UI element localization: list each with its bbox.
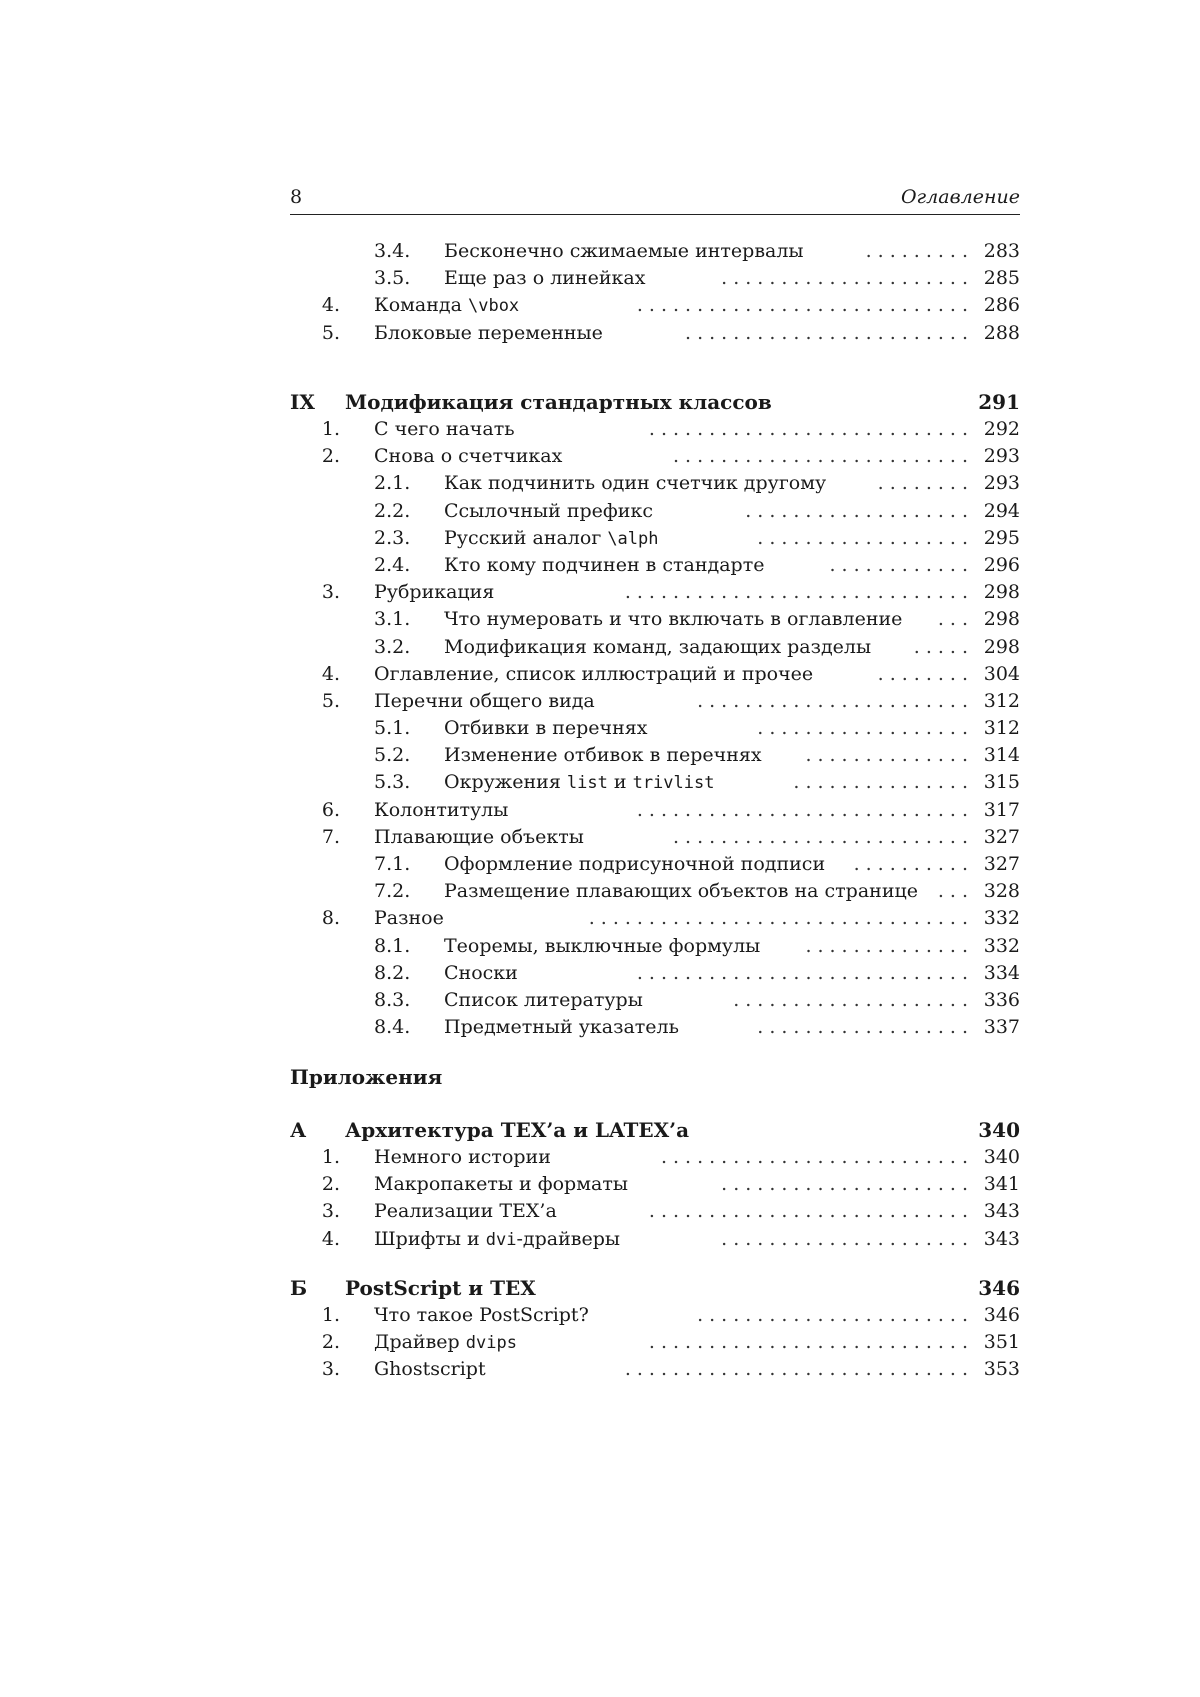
chapter-title: PostScript и TEX (345, 1276, 536, 1300)
toc-entry-title: Снова о счетчиках (374, 445, 563, 468)
toc-entry-page: 283 (983, 240, 1020, 262)
toc-entry[interactable]: 1. С чего начать ........................... 292 (290, 416, 1020, 443)
toc-entry[interactable]: 5.3. Окружения list и trivlist ............... 315 (290, 769, 1020, 796)
appendix-heading: Приложения (290, 1065, 443, 1089)
toc-entry-title: Бесконечно сжимаемые интервалы (444, 240, 804, 262)
toc-entry-title: Кто кому подчинен в стандарте (444, 553, 765, 576)
toc-entry-title: Перечни общего вида (374, 689, 595, 712)
toc-entry-title: Еще раз о линейках (444, 267, 646, 290)
leader-dots: ........ (877, 472, 974, 495)
toc-entry-title: Размещение плавающих объектов на странице (444, 880, 918, 903)
leader-dots: ........................... (648, 1200, 974, 1223)
toc-entry[interactable]: 8.4. Предметный указатель .................. 337 (290, 1014, 1020, 1041)
leader-dots: ..................... (721, 267, 974, 290)
leader-dots: ....................... (697, 1304, 974, 1326)
toc-entry-page: 312 (983, 717, 1020, 740)
toc-entry[interactable]: 7.1. Оформление подрисуночной подписи .......... 327 (290, 851, 1020, 878)
leader-dots: .......... (853, 853, 974, 875)
toc-entry-page: 351 (983, 1331, 1020, 1354)
leader-dots: ............................ (636, 294, 974, 317)
leader-dots: ............................. (624, 581, 974, 604)
leader-dots: ......... (865, 240, 974, 262)
toc-entry-title: Теоремы, выключные формулы (444, 934, 761, 957)
toc-entry-page: 314 (983, 744, 1020, 767)
toc-entry-title: Окружения list и trivlist (444, 771, 715, 794)
chapter-number: А (290, 1118, 307, 1142)
leader-dots: ............ (829, 553, 974, 576)
chapter-number: Б (290, 1276, 308, 1300)
toc-entry-title: Команда \vbox (374, 294, 520, 317)
toc-entry-title: Немного истории (374, 1146, 551, 1168)
toc-entry[interactable]: 2. Снова о счетчиках ......................... 293 (290, 443, 1020, 470)
toc-entry-page: 327 (983, 825, 1020, 848)
leader-dots: .................. (757, 1016, 974, 1039)
toc-entry-page: 332 (983, 907, 1020, 930)
toc-entry[interactable]: 4. Оглавление, список иллюстраций и прочее ........ 304 (290, 661, 1020, 688)
toc-entry-title: Модификация команд, задающих разделы (444, 635, 872, 658)
toc-chapter-b (290, 1275, 1020, 1384)
leader-dots: ... (937, 880, 974, 903)
leader-dots: ... (937, 608, 974, 631)
toc-entry-page: 304 (983, 662, 1020, 685)
toc-entry-page: 295 (983, 526, 1020, 549)
chapter-title: Архитектура TEX’а и LATEX’а (345, 1118, 690, 1142)
toc-entry-title: Рубрикация (374, 581, 495, 604)
leader-dots: ......................... (673, 445, 974, 468)
leader-dots: ............................ (636, 961, 974, 984)
toc-entry[interactable]: 3.5. Еще раз о линейках ..................... 285 (290, 265, 1020, 292)
toc-entry-page: 298 (983, 635, 1020, 658)
leader-dots: ............................ (636, 798, 974, 821)
toc-entry[interactable]: 3. Ghostscript ............................. 353 (290, 1356, 1020, 1383)
toc-entry[interactable]: 4. Шрифты и dvi-драйверы ..................... 343 (290, 1226, 1020, 1253)
toc-entry-title: Драйвер dvips (374, 1331, 517, 1354)
leader-dots: ........................... (648, 418, 974, 440)
toc-entry-title: Как подчинить один счетчик другому (444, 472, 827, 495)
leader-dots: ..................... (721, 1227, 974, 1250)
toc-entry-title: Ссылочный префикс (444, 499, 653, 522)
toc-entry-page: 312 (983, 689, 1020, 712)
toc-entry[interactable]: 2.4. Кто кому подчинен в стандарте ............ 296 (290, 552, 1020, 579)
toc-entry-title: Шрифты и dvi-драйверы (374, 1227, 620, 1250)
toc-entry[interactable]: 3.2. Модификация команд, задающих разделы ..... 298 (290, 634, 1020, 661)
toc-entry[interactable]: 3. Реализации TEX’а ........................... 343 (290, 1198, 1020, 1225)
toc-entry-title: Плавающие объекты (374, 825, 584, 848)
toc-entry-page: 343 (983, 1200, 1020, 1223)
chapter-number: IX (290, 390, 315, 414)
toc-entry[interactable]: 1. Немного истории .......................... 340 (290, 1144, 1020, 1171)
toc-entry-title: Сноски (444, 961, 518, 984)
toc-entry-title: Отбивки в перечнях (444, 717, 648, 740)
toc-entry-title: Изменение отбивок в перечнях (444, 744, 762, 767)
toc-entry[interactable]: 8.3. Список литературы .................... 336 (290, 987, 1020, 1014)
toc-chapter-ix (290, 389, 1020, 1041)
toc-entry-title: Разное (374, 907, 444, 930)
toc-entry-page: 286 (983, 294, 1020, 317)
toc-entry-page: 340 (983, 1146, 1020, 1168)
toc-entry[interactable]: 3. Рубрикация ............................. 298 (290, 579, 1020, 606)
running-header (290, 186, 1020, 215)
toc-entry-page: 296 (983, 553, 1020, 576)
toc-entry[interactable]: 8.2. Сноски ............................ 334 (290, 960, 1020, 987)
toc-entry-page: 332 (983, 934, 1020, 957)
leader-dots: ............... (793, 771, 974, 794)
toc-entry[interactable]: 1. Что такое PostScript? ....................... 346 (290, 1302, 1020, 1329)
chapter-page: 291 (978, 390, 1020, 414)
toc-entry-page: 341 (983, 1173, 1020, 1196)
toc-entry-title: Реализации TEX’а (374, 1200, 557, 1223)
toc-entry[interactable]: 5.2. Изменение отбивок в перечнях .............. 314 (290, 742, 1020, 769)
toc-entry-page: 292 (983, 418, 1020, 440)
leader-dots: ........................ (685, 321, 974, 344)
toc-entry-title: С чего начать (374, 418, 515, 440)
toc-entry[interactable]: 5. Перечни общего вида ....................... 312 (290, 688, 1020, 715)
toc-entry-page: 346 (983, 1304, 1020, 1326)
leader-dots: ............................. (624, 1358, 974, 1381)
toc-entry[interactable]: 2. Макропакеты и форматы ..................... 341 (290, 1171, 1020, 1198)
leader-dots: ..... (913, 635, 974, 658)
toc-entry-page: 334 (983, 961, 1020, 984)
toc-entry[interactable]: 8.1. Теоремы, выключные формулы .............. 332 (290, 933, 1020, 960)
toc-entry-title: Что такое PostScript? (374, 1304, 589, 1326)
toc-entry[interactable]: 7.2. Размещение плавающих объектов на странице ... 328 (290, 878, 1020, 905)
toc-entry-page: 317 (983, 798, 1020, 821)
toc-entry-page: 298 (983, 608, 1020, 631)
leader-dots: ........ (877, 662, 974, 685)
toc-entry[interactable]: 5. Блоковые переменные ........................ 288 (290, 320, 1020, 347)
toc-entry-page: 337 (983, 1016, 1020, 1039)
toc-entry[interactable]: 4. Команда \vbox ............................ 286 (290, 292, 1020, 319)
leader-dots: .................. (757, 526, 974, 549)
chapter-title: Модификация стандартных классов (345, 390, 772, 414)
toc-entry[interactable]: 2.2. Ссылочный префикс ................... 294 (290, 498, 1020, 525)
toc-entry-title: Оформление подрисуночной подписи (444, 853, 826, 875)
page-number: 8 (290, 186, 303, 208)
toc-entry-page: 343 (983, 1227, 1020, 1250)
toc-entry-page: 328 (983, 880, 1020, 903)
toc-entry-page: 353 (983, 1358, 1020, 1381)
toc-chapter-a (290, 1117, 1020, 1253)
toc-entry-page: 288 (983, 321, 1020, 344)
leader-dots: ......................... (673, 825, 974, 848)
leader-dots: .................. (757, 717, 974, 740)
toc-entry-page: 285 (983, 267, 1020, 290)
toc-entry[interactable]: 2.1. Как подчинить один счетчик другому ........ 293 (290, 470, 1020, 497)
toc-entry-title: Ghostscript (374, 1358, 486, 1381)
toc-entry-page: 293 (983, 472, 1020, 495)
toc-entry-page: 294 (983, 499, 1020, 522)
toc-entry-page: 336 (983, 988, 1020, 1011)
leader-dots: .......................... (660, 1146, 974, 1168)
toc-entry-page: 293 (983, 445, 1020, 468)
toc-entry-page: 327 (983, 853, 1020, 875)
toc-entry-title: Блоковые переменные (374, 321, 603, 344)
leader-dots: ....................... (697, 689, 974, 712)
toc-entry-title: Макропакеты и форматы (374, 1173, 628, 1196)
toc-entry[interactable]: 7. Плавающие объекты ......................... 327 (290, 824, 1020, 851)
chapter-heading[interactable] (290, 1117, 1020, 1144)
toc-entry[interactable]: 3.1. Что нумеровать и что включать в оглавление ... 298 (290, 606, 1020, 633)
leader-dots: .................... (733, 988, 974, 1011)
toc-entry[interactable]: 8. Разное ................................ 332 (290, 905, 1020, 932)
toc-entry[interactable]: 2. Драйвер dvips ........................... 351 (290, 1329, 1020, 1356)
toc-entry-page: 315 (983, 771, 1020, 794)
leader-dots: ................... (745, 499, 974, 522)
chapter-heading[interactable] (290, 389, 1020, 416)
toc-entry-page: 298 (983, 581, 1020, 604)
chapter-heading[interactable] (290, 1275, 1020, 1302)
chapter-page: 346 (978, 1276, 1020, 1300)
toc-entry[interactable]: 5.1. Отбивки в перечнях .................. 312 (290, 715, 1020, 742)
leader-dots: ........................... (648, 1331, 974, 1354)
leader-dots: .............. (805, 744, 974, 767)
toc-entry-title: Оглавление, список иллюстраций и прочее (374, 662, 814, 685)
toc-entry[interactable]: 2.3. Русский аналог \alph .................. 295 (290, 525, 1020, 552)
running-title: Оглавление (900, 186, 1020, 208)
toc-block-continuation (290, 238, 1020, 347)
toc-entry-title: Русский аналог \alph (444, 526, 659, 549)
toc-entry[interactable]: 6. Колонтитулы ............................ 317 (290, 797, 1020, 824)
toc-entry-title: Предметный указатель (444, 1016, 679, 1039)
toc-entry-title: Что нумеровать и что включать в оглавление (444, 608, 903, 631)
chapter-page: 340 (978, 1118, 1020, 1142)
leader-dots: ................................ (588, 907, 974, 930)
toc-entry-title: Колонтитулы (374, 798, 509, 821)
toc-entry-title: Список литературы (444, 988, 643, 1011)
toc-entry[interactable]: 3.4. Бесконечно сжимаемые интервалы ......... 283 (290, 238, 1020, 265)
leader-dots: .............. (805, 934, 974, 957)
leader-dots: ..................... (721, 1173, 974, 1196)
